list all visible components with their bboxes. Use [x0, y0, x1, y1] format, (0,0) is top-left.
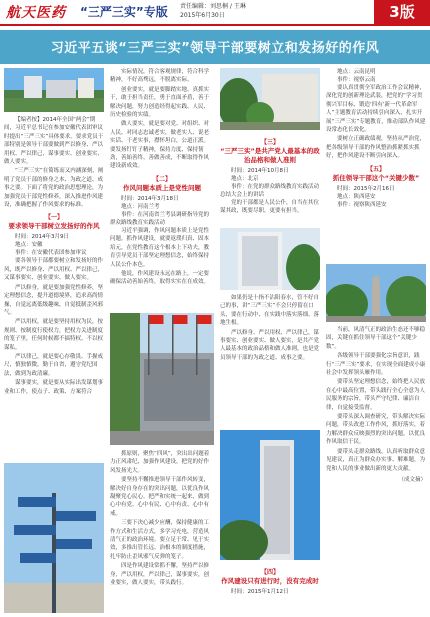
- signpost-photo: [4, 463, 104, 613]
- section-3-para-1: 党的干部都是人民公仆，自当在其位谋其政，既要尽职，更要有担当。: [220, 200, 320, 215]
- issue-meta: [180, 2, 246, 20]
- tower-photo-image: [220, 228, 320, 290]
- section-1-place: 地点：安徽: [15, 242, 43, 249]
- headline-banner: [0, 30, 430, 64]
- section-5-event: 事件：视察陕西延安: [337, 201, 387, 208]
- column-3: [220, 68, 320, 613]
- campus-photo: [4, 68, 104, 112]
- statue-photo: [326, 264, 426, 322]
- col1-text: [4, 116, 104, 397]
- section-marker-5: 【五】: [366, 165, 385, 173]
- intro-paragraph-2: “三严三实”在简练而又内涵深刻，阐明了党员干部的修身之本、为政之道、成事之要。下面了将党的政治思想理论，为加强党员干部党性修养，深入推进作风建设，准确把握了作风要求的标准。: [4, 168, 104, 209]
- flag-building-photo: [110, 313, 214, 445]
- section-1-heading: 要求领导干部树立发扬好的作风: [8, 222, 100, 231]
- section-1-event: 事件：在安徽代表团参加审议: [15, 250, 87, 257]
- section-1-para-5: 谋事要实，就是要从实际出发谋划事业和工作，使点子、政策、方案符合: [4, 380, 104, 395]
- section-2-para-5: 三要下决心减少应酬，保持健康的工作方式和生活方式，多学习充电，营造风清气正的政治环境。要立足于常、见于实效，多推出管长远、治根本的制度措施，扎牢防止歪风邪气反弹的笼子。: [110, 520, 210, 560]
- section-marker-1: 【一】: [44, 214, 63, 222]
- intro-paragraph-1: 【编者按】2014年全国“两会”期间，习近平总书记在参加安徽代表团审议时提出“三严三实”具体要求。要求党员干部特别是领导干部要做到严以修身、严以用权、严以律己，谋事要实、创业要实、做人要实。: [4, 117, 104, 166]
- flag-building-photo-image: [110, 313, 214, 445]
- editor-line: 责任编辑：刘思桐 / 王琳: [180, 3, 246, 10]
- section-3-event: 事件：在党的群众路线教育实践活动总结大会上的讲话: [220, 184, 320, 198]
- section-5-para-1: 当前，风清气正的政治生态还不够稳固，关键在抓住领导干部这个“关键少数”。: [326, 327, 426, 350]
- section-3-heading: “三严三实”是共产党人最基本的政治品格和做人准则: [220, 147, 320, 164]
- column-title: “三严三实”专版: [80, 5, 168, 19]
- section-marker-3: 【三】: [260, 139, 279, 146]
- section-2-para-2: 他说，作风建设永远在路上，一定要确保活动善始善终，取得实实在在成效。: [110, 270, 210, 286]
- section-4-heading: 作风建设只有进行时，没有完成时: [221, 577, 319, 585]
- col4-text-top: [326, 68, 426, 209]
- section-5-para-3: 要带头坚定理想信念，始终把人民放在心中最高位置，带头践行全心全意为人民服务的宗旨，带头严守纪律、廉洁自律，自觉接受监督。: [326, 379, 426, 411]
- section-1-time: 时间：2014年3月9日: [15, 234, 69, 241]
- section-1-para-1: 要各领导干部都要树立和发扬好的作风，既严以修身、严以用权、严以律己，又谋事要实、创业要实、做人要实。: [4, 258, 104, 282]
- section-3-para-2: 如果仍是十指不沾阳春水，管不好自己的事，讲“三严三实”不会只停留在口头，要在行动中、在实践中落实落细、落地生根。: [220, 295, 320, 327]
- section-4-place: 地点：云南昆明: [337, 69, 376, 75]
- newspaper-logo: 航天医药: [6, 5, 66, 21]
- section-2-time: 时间：2014年3月18日: [121, 195, 179, 202]
- section-marker-4: 【四】: [260, 569, 279, 576]
- section-4-event: 事件：视察云南: [337, 77, 376, 83]
- section-5-place: 地点：陕西延安: [337, 193, 376, 200]
- date-line: 2015年6月30日: [180, 12, 225, 19]
- section-2-heading: 作风问题本质上是党性问题: [123, 183, 201, 192]
- section-4-time: 时间：2015年1月12日: [231, 589, 289, 595]
- section-4-para-2: 要树立正确政绩观，坚持从严治党，把各级领导干部的作风整治抓紧抓实抓好，把作风建设不断引向深入。: [326, 136, 426, 160]
- col2-text-bottom: [110, 450, 214, 589]
- section-1-para-8: 做人要实，就是要对党、对组织、对人民、对同志忠诚老实，做老实人、说老实话、干老实事，襟怀坦白，公道正派。要发扬钉钉子精神，保持力度、保持韧劲，善始善终、善做善成，不断取得作风建设新成效。: [110, 121, 210, 170]
- section-1-para-7: 创业要实，就是要脚踏实地、真抓实干，敢于担当责任，勇于直面矛盾，善于解决问题，努力创造经得起实践、人民、历史检验的实绩。: [110, 86, 210, 119]
- trees-building-photo-image: [220, 68, 320, 130]
- col3-text-mid: [220, 294, 320, 363]
- section-5-time: 时间：2015年2月16日: [337, 185, 395, 192]
- section-5-para-5: 要带头走群众路线，认真听取群众意见建议，真正为群众办实事、解难题，为党和人民的事业做出新的更大贡献。: [326, 448, 426, 472]
- column-4: [326, 68, 426, 613]
- source-note: （成文摘）: [398, 476, 426, 483]
- section-2-para-3: 抓原则，聚焦“四风”，突出出问题着力正风肃纪，加强作风建设，把党的好作风发扬光大。: [110, 451, 210, 474]
- section-5-para-2: 各级领导干部要强化宗旨意识，践行“三严三实”要求，在实现全面建成小康社会中发挥领头雁作用。: [326, 353, 426, 377]
- signpost-photo-image: [4, 463, 104, 613]
- masthead: [0, 0, 430, 26]
- section-3-time: 时间：2014年10月8日: [231, 168, 289, 174]
- col2-text-top: [110, 68, 214, 288]
- section-1-para-4: 严以律己，就是要心存敬畏、手握戒尺，慎独慎微，勤于自省，遵守党纪国法，做到为政清廉。: [4, 353, 104, 377]
- tower-photo: [220, 228, 320, 290]
- col3-text-top: [220, 134, 320, 217]
- highrise-photo: [220, 430, 320, 560]
- section-1-para-2: 严以修身，就是要加强党性修养，坚定理想信念，提升道德境界，追求高尚情操，自觉远离低级趣味，自觉抵制歪风邪气。: [4, 284, 104, 316]
- statue-photo-image: [326, 264, 426, 322]
- col3-text-bottom: [220, 564, 320, 596]
- highrise-photo-image: [220, 430, 320, 560]
- main-headline: 习近平五谈“三严三实”领导干部要树立和发扬好的作风: [50, 41, 380, 56]
- section-3-place: 地点：北京: [231, 176, 259, 182]
- section-4-para-1: 要认真贯彻全军政治工作会议精神，深化党的创新理论武装，把党的“学习贯彻兴军目标、锻造‘四有’新一代革命军人”主题教育活动持续引向深入，扎实开展“三严三实”专题教育，推动部队作风建设常态化长效化。: [326, 85, 426, 134]
- section-2-para-6: 四是作风建设常抓不懈，坚持严以修身，严以用权，严以律己，谋事要实，创业要实，做人要实，带头践行。: [110, 563, 210, 587]
- section-2-place: 地点：河南兰考: [121, 203, 160, 210]
- campus-photo-image: [4, 68, 104, 112]
- section-2-para-1: 习近平强调，作风问题本质上是党性问题。抓作风建设，就要返璞归真、固本培元，在党性教育这个根本上下功夫，教育引导党员干部坚定理想信念，始终保持人民公仆本色。: [110, 227, 210, 268]
- column-2: [110, 68, 214, 613]
- section-5-heading: 抓住领导干部这个“关键少数”: [332, 173, 420, 182]
- col4-text-bottom: [326, 326, 426, 483]
- section-5-para-4: 要带头深入调查研究，带头解决实际问题，带头改进工作作风，抓好落实，着力解决群众反映强烈的突出问题，以优良作风取信于民。: [326, 414, 426, 446]
- trees-building-photo: [220, 68, 320, 130]
- section-1-para-6: 实际情况，符合客观规律，符合科学精神，不好高骛远，不脱离实际。: [110, 69, 210, 84]
- section-2-para-4: 要坚持不懈推进领导干部作风转变，解决好自身存在的突出问题，以优良作风凝聚党心民心。把严和实统一起来，做到心中有党、心中有民、心中有责、心中有戒。: [110, 477, 210, 517]
- section-3-para-3: 严以修身、严以用权、严以律己，谋事要实、创业要实、做人要实，是共产党人最基本的政治品格和做人准则，也是党员领导干部的为政之道、成事之要。: [220, 329, 320, 361]
- page-number-badge: 3版: [374, 0, 430, 24]
- column-1: [4, 68, 104, 613]
- section-2-event: 事件：在河南省兰考县调研指导党的群众路线教育实践活动: [110, 211, 210, 226]
- section-marker-2: 【二】: [152, 175, 171, 183]
- section-1-para-3: 严以用权，就是要坚持用权为民，按规则、按制度行使权力，把权力关进制度的笼子里，任何时候都不搞特权、不以权谋私。: [4, 319, 104, 351]
